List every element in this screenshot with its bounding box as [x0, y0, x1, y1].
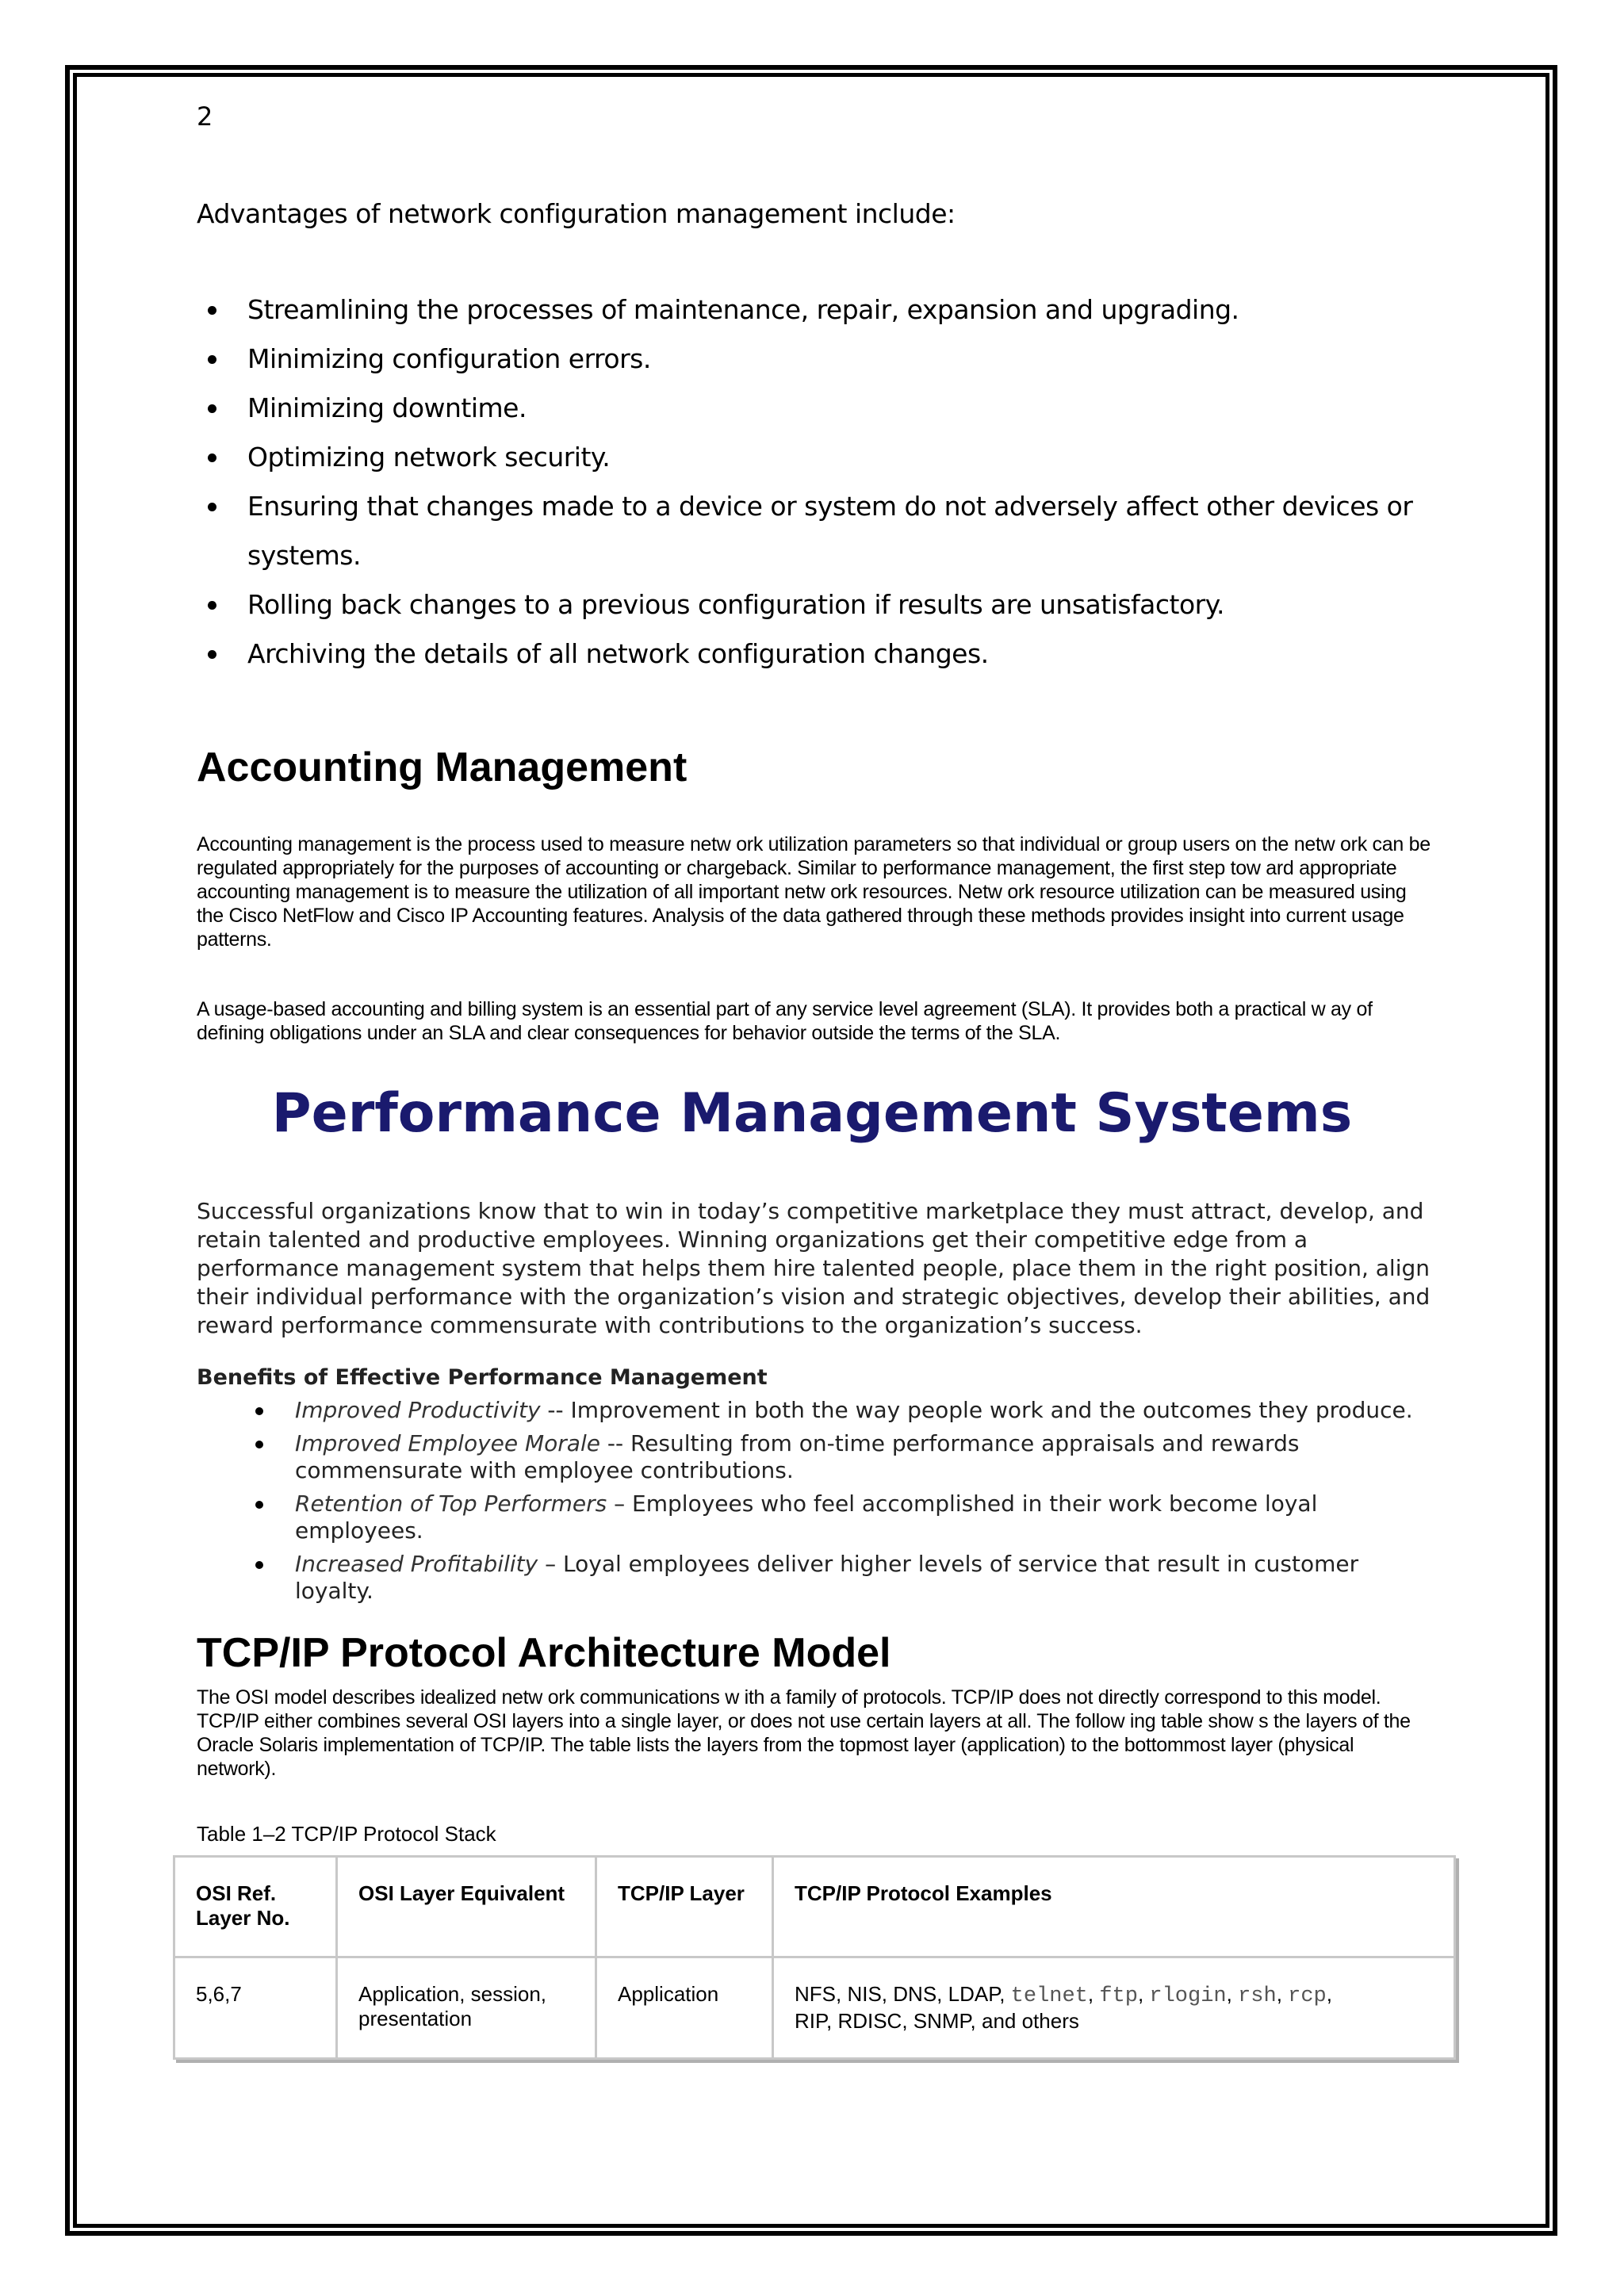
column-header: OSI Ref. Layer No.: [174, 1857, 337, 1957]
benefit-term: Improved Employee Morale: [295, 1430, 600, 1456]
protocol-command: rlogin: [1149, 1984, 1227, 2008]
table-cell: Application: [596, 1957, 773, 2059]
table-caption: Table 1–2 TCP/IP Protocol Stack: [197, 1822, 496, 1846]
benefit-term: Increased Profitability: [295, 1551, 538, 1577]
table-header-row: [174, 1857, 1455, 1957]
column-header: TCP/IP Layer: [596, 1857, 773, 1957]
list-item: [246, 1551, 1435, 1605]
accounting-paragraph-2: A usage-based accounting and billing system is an essential part of any service level agreement (SLA). It provides both a practical w ay of defining obligations under an SLA and clear consequences for behavior outside the terms of the SLA.: [197, 998, 1373, 1044]
benefit-text: Resulting from on-time performance appraisals and rewards commensurate with employee contributions.: [295, 1430, 1300, 1483]
benefit-text: Loyal employees deliver higher levels of service that result in customer loyalty.: [295, 1551, 1359, 1604]
protocol-command: ftp: [1099, 1984, 1138, 2008]
accounting-heading: Accounting Management: [197, 744, 688, 790]
protocol-command: telnet: [1010, 1984, 1088, 2008]
benefit-text: Employees who feel accomplished in their work become loyal employees.: [295, 1490, 1318, 1544]
column-header: TCP/IP Protocol Examples: [773, 1857, 1455, 1957]
list-item: Minimizing configuration errors.: [197, 335, 1434, 384]
performance-paragraph: Successful organizations know that to win in today’s competitive marketplace they must attract, develop, and retain talented and productive employees. Winning organizations get their competitive edge from a performance management system that helps them hire talented people, place them in the right position, align their individual performance with the organization’s vision and strategic objectives, develop their abilities, and reward performance commensurate with contributions to the organization’s success.: [197, 1198, 1431, 1338]
protocol-command: rsh: [1238, 1984, 1277, 2008]
protocol-command: rcp: [1288, 1984, 1327, 2008]
accounting-paragraph-1: Accounting management is the process used to measure netw ork utilization parameters so that individual or group users on the netw ork can be regulated appropriately for the purposes of accounting or chargeback. Similar to performance management, the first step tow ard appropriate accounting management is to measure the utilization of all important netw ork resources. Netw ork resource utilization can be measured using the Cisco NetFlow and Cisco IP Accounting features. Analysis of the data gathered through these methods provides insight into current usage patterns.: [197, 833, 1431, 951]
tcpip-paragraph: The OSI model describes idealized netw ork communications w ith a family of protocols. TCP/IP does not directly correspond to this model. TCP/IP either combines several OSI layers into a single layer, or does not use certain layers at all. The follow ing table show s the layers of the Oracle Solaris implementation of TCP/IP. The table lists the layers from the topmost layer (application) to the bottommost layer (physical network).: [197, 1686, 1411, 1780]
protocol-name: NFS,: [795, 1982, 842, 2006]
advantages-intro: Advantages of network configuration management include:: [197, 198, 956, 229]
benefit-separator: –: [538, 1551, 564, 1577]
benefit-separator: --: [599, 1430, 630, 1456]
benefit-separator: --: [540, 1397, 571, 1423]
benefit-term: Improved Productivity: [295, 1397, 541, 1423]
protocol-name: NIS,: [847, 1982, 888, 2006]
table-cell: Application, session, presentation: [337, 1957, 596, 2059]
list-item: [246, 1430, 1435, 1484]
benefit-separator: –: [607, 1490, 633, 1517]
benefits-heading: Benefits of Effective Performance Management: [197, 1365, 768, 1390]
performance-heading: Performance Management Systems: [271, 1082, 1353, 1145]
list-item: Streamlining the processes of maintenance, repair, expansion and upgrading.: [197, 285, 1434, 335]
benefit-term: Retention of Top Performers: [295, 1490, 607, 1517]
table-cell: NFS, NIS, DNS, LDAP, telnet, ftp, rlogin, rsh, rcp, RIP, RDISC, SNMP, and others: [773, 1957, 1455, 2059]
list-item: Optimizing network security.: [197, 433, 1434, 482]
column-header: OSI Layer Equivalent: [337, 1857, 596, 1957]
table-cell: 5,6,7: [174, 1957, 337, 2059]
protocol-name: DNS,: [893, 1982, 943, 2006]
advantages-list: [197, 285, 1434, 679]
tcpip-heading: TCP/IP Protocol Architecture Model: [197, 1630, 891, 1676]
protocol-name: LDAP,: [948, 1982, 1005, 2006]
list-item: Ensuring that changes made to a device or system do not adversely affect other devices or systems.: [197, 482, 1434, 580]
list-item: [246, 1397, 1435, 1424]
table-row: [174, 1957, 1455, 2059]
protocol-name: RIP, RDISC, SNMP, and others: [795, 2009, 1079, 2033]
list-item: Rolling back changes to a previous configuration if results are unsatisfactory.: [197, 580, 1434, 629]
benefits-list: [246, 1397, 1435, 1611]
page-number: 2: [197, 101, 213, 132]
list-item: Archiving the details of all network configuration changes.: [197, 629, 1434, 679]
benefit-text: Improvement in both the way people work and the outcomes they produce.: [570, 1397, 1413, 1423]
list-item: Minimizing downtime.: [197, 384, 1434, 433]
protocol-stack-table: [173, 1855, 1456, 2060]
list-item: [246, 1490, 1435, 1544]
